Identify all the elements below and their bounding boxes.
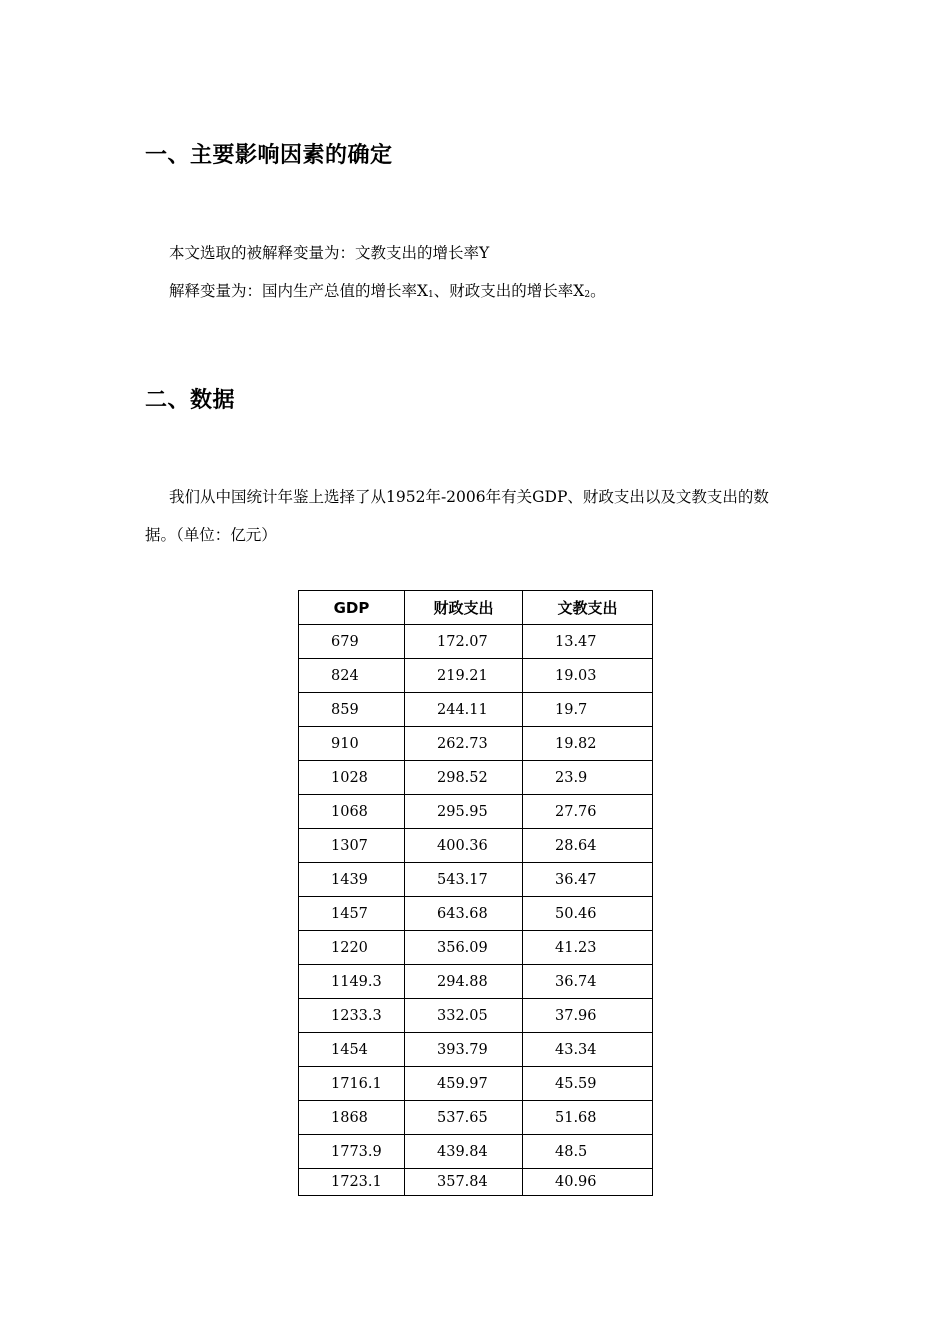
cell-education-expenditure: 51.68 [523, 1101, 653, 1135]
cell-fiscal-expenditure: 294.88 [405, 965, 523, 999]
table-row [299, 863, 653, 897]
cell-gdp: 1454 [299, 1033, 405, 1067]
table-row [299, 1135, 653, 1169]
cell-education-expenditure: 37.96 [523, 999, 653, 1033]
table-row [299, 965, 653, 999]
table-row [299, 999, 653, 1033]
table-row [299, 829, 653, 863]
data-table [298, 590, 653, 1196]
cell-education-expenditure: 36.47 [523, 863, 653, 897]
table-row [299, 727, 653, 761]
cell-fiscal-expenditure: 262.73 [405, 727, 523, 761]
cell-fiscal-expenditure: 357.84 [405, 1169, 523, 1196]
column-header-fiscal-expenditure: 财政支出 [405, 591, 523, 625]
column-header-gdp: GDP [299, 591, 405, 625]
cell-fiscal-expenditure: 439.84 [405, 1135, 523, 1169]
cell-fiscal-expenditure: 172.07 [405, 625, 523, 659]
table-row [299, 931, 653, 965]
cell-fiscal-expenditure: 356.09 [405, 931, 523, 965]
cell-education-expenditure: 45.59 [523, 1067, 653, 1101]
cell-fiscal-expenditure: 643.68 [405, 897, 523, 931]
cell-fiscal-expenditure: 393.79 [405, 1033, 523, 1067]
cell-education-expenditure: 36.74 [523, 965, 653, 999]
cell-education-expenditure: 41.23 [523, 931, 653, 965]
cell-fiscal-expenditure: 543.17 [405, 863, 523, 897]
cell-gdp: 824 [299, 659, 405, 693]
cell-education-expenditure: 19.03 [523, 659, 653, 693]
cell-education-expenditure: 23.9 [523, 761, 653, 795]
cell-gdp: 1220 [299, 931, 405, 965]
explanatory-variable-text-b: 、财政支出的增长率X [433, 282, 585, 300]
cell-fiscal-expenditure: 298.52 [405, 761, 523, 795]
cell-gdp: 1233.3 [299, 999, 405, 1033]
cell-education-expenditure: 27.76 [523, 795, 653, 829]
explanatory-variable-line [145, 272, 817, 314]
section-heading-data: 二、数据 [145, 388, 236, 413]
cell-fiscal-expenditure: 332.05 [405, 999, 523, 1033]
table-row [299, 659, 653, 693]
subscript-1: 1 [428, 290, 434, 300]
data-source-line-2: 据。（单位：亿元） [145, 526, 277, 544]
subscript-2: 2 [584, 290, 591, 300]
cell-education-expenditure: 50.46 [523, 897, 653, 931]
cell-education-expenditure: 43.34 [523, 1033, 653, 1067]
cell-gdp: 1723.1 [299, 1169, 405, 1196]
explanatory-variable-text-c: 。 [590, 282, 606, 300]
table-row [299, 1101, 653, 1135]
table-body [299, 625, 653, 1196]
table-row [299, 795, 653, 829]
column-header-education-expenditure: 文教支出 [523, 591, 653, 625]
table-row [299, 1033, 653, 1067]
cell-education-expenditure: 48.5 [523, 1135, 653, 1169]
table-header-row [299, 591, 653, 625]
cell-fiscal-expenditure: 295.95 [405, 795, 523, 829]
table-row [299, 625, 653, 659]
cell-fiscal-expenditure: 537.65 [405, 1101, 523, 1135]
cell-education-expenditure: 13.47 [523, 625, 653, 659]
cell-fiscal-expenditure: 219.21 [405, 659, 523, 693]
section-paragraph-data-source [145, 478, 817, 554]
cell-gdp: 1439 [299, 863, 405, 897]
dependent-variable-text: 本文选取的被解释变量为：文教支出的增长率Y [169, 244, 490, 262]
table-row [299, 897, 653, 931]
cell-education-expenditure: 28.64 [523, 829, 653, 863]
cell-fiscal-expenditure: 244.11 [405, 693, 523, 727]
cell-education-expenditure: 40.96 [523, 1169, 653, 1196]
cell-gdp: 1307 [299, 829, 405, 863]
cell-education-expenditure: 19.82 [523, 727, 653, 761]
table-row [299, 1169, 653, 1196]
cell-gdp: 910 [299, 727, 405, 761]
cell-fiscal-expenditure: 400.36 [405, 829, 523, 863]
cell-gdp: 1773.9 [299, 1135, 405, 1169]
cell-fiscal-expenditure: 459.97 [405, 1067, 523, 1101]
table-row [299, 761, 653, 795]
dependent-variable-line [145, 234, 817, 272]
table-row [299, 693, 653, 727]
cell-gdp: 1068 [299, 795, 405, 829]
section-heading-factors: 一、主要影响因素的确定 [145, 143, 393, 168]
explanatory-variable-text-a: 解释变量为：国内生产总值的增长率X [169, 282, 429, 300]
data-source-line-1: 我们从中国统计年鉴上选择了从1952年-2006年有关GDP、财政支出以及文教支出的数 [169, 488, 769, 506]
cell-gdp: 1149.3 [299, 965, 405, 999]
section-paragraph-variables [145, 234, 817, 314]
cell-education-expenditure: 19.7 [523, 693, 653, 727]
cell-gdp: 1457 [299, 897, 405, 931]
cell-gdp: 1028 [299, 761, 405, 795]
table-row [299, 1067, 653, 1101]
cell-gdp: 679 [299, 625, 405, 659]
cell-gdp: 1868 [299, 1101, 405, 1135]
cell-gdp: 859 [299, 693, 405, 727]
cell-gdp: 1716.1 [299, 1067, 405, 1101]
